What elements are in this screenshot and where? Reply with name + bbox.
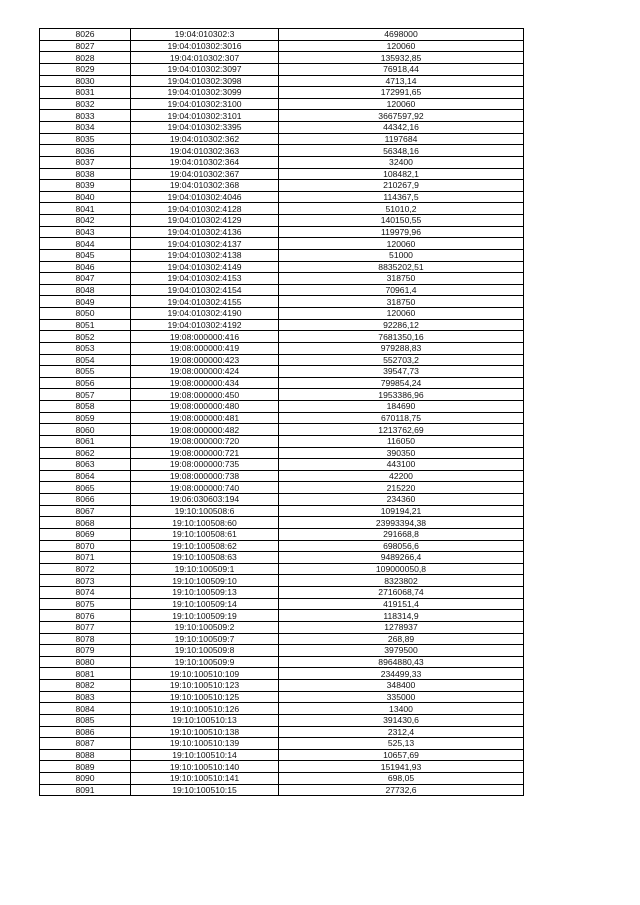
row-number-cell: 8053	[40, 342, 131, 354]
row-number-cell: 8031	[40, 87, 131, 99]
row-number-cell: 8054	[40, 354, 131, 366]
cadastral-number-cell: 19:04:010302:4046	[131, 191, 279, 203]
value-cell: 8964880,43	[279, 656, 524, 668]
cadastral-number-cell: 19:10:100508:62	[131, 540, 279, 552]
table-row	[40, 528, 524, 540]
cadastral-number-cell: 19:06:030603:194	[131, 494, 279, 506]
table-row	[40, 540, 524, 552]
cadastral-number-cell: 19:04:010302:3100	[131, 98, 279, 110]
row-number-cell: 8087	[40, 738, 131, 750]
row-number-cell: 8029	[40, 63, 131, 75]
cadastral-number-cell: 19:04:010302:363	[131, 145, 279, 157]
value-cell: 1213762,69	[279, 424, 524, 436]
cadastral-number-cell: 19:10:100510:15	[131, 784, 279, 796]
value-cell: 291668,8	[279, 528, 524, 540]
table-row	[40, 447, 524, 459]
cadastral-number-cell: 19:08:000000:740	[131, 482, 279, 494]
table-row	[40, 610, 524, 622]
value-cell: 698056,6	[279, 540, 524, 552]
value-cell: 92286,12	[279, 319, 524, 331]
table-row	[40, 389, 524, 401]
cadastral-number-cell: 19:04:010302:3098	[131, 75, 279, 87]
row-number-cell: 8050	[40, 308, 131, 320]
row-number-cell: 8072	[40, 563, 131, 575]
table-row	[40, 656, 524, 668]
value-cell: 76918,44	[279, 63, 524, 75]
row-number-cell: 8088	[40, 749, 131, 761]
table-row	[40, 203, 524, 215]
row-number-cell: 8052	[40, 331, 131, 343]
cadastral-number-cell: 19:04:010302:3	[131, 29, 279, 41]
table-row	[40, 133, 524, 145]
value-cell: 443100	[279, 459, 524, 471]
value-cell: 108482,1	[279, 168, 524, 180]
value-cell: 44342,16	[279, 122, 524, 134]
value-cell: 114367,5	[279, 191, 524, 203]
table-row	[40, 342, 524, 354]
value-cell: 1953386,96	[279, 389, 524, 401]
table-row	[40, 668, 524, 680]
row-number-cell: 8075	[40, 598, 131, 610]
table-row	[40, 424, 524, 436]
table-row	[40, 110, 524, 122]
table-row	[40, 494, 524, 506]
row-number-cell: 8032	[40, 98, 131, 110]
value-cell: 172991,65	[279, 87, 524, 99]
cadastral-number-cell: 19:04:010302:3099	[131, 87, 279, 99]
row-number-cell: 8081	[40, 668, 131, 680]
value-cell: 140150,55	[279, 215, 524, 227]
row-number-cell: 8073	[40, 575, 131, 587]
value-cell: 234499,33	[279, 668, 524, 680]
row-number-cell: 8057	[40, 389, 131, 401]
cadastral-number-cell: 19:04:010302:362	[131, 133, 279, 145]
value-cell: 120060	[279, 98, 524, 110]
cadastral-number-cell: 19:04:010302:4149	[131, 261, 279, 273]
cadastral-number-cell: 19:10:100509:7	[131, 633, 279, 645]
value-cell: 419151,4	[279, 598, 524, 610]
cadastral-number-cell: 19:04:010302:4153	[131, 273, 279, 285]
row-number-cell: 8067	[40, 505, 131, 517]
row-number-cell: 8037	[40, 156, 131, 168]
cadastral-number-cell: 19:04:010302:4136	[131, 226, 279, 238]
table-row	[40, 680, 524, 692]
row-number-cell: 8034	[40, 122, 131, 134]
cadastral-number-cell: 19:10:100509:8	[131, 645, 279, 657]
cadastral-number-cell: 19:10:100510:139	[131, 738, 279, 750]
row-number-cell: 8046	[40, 261, 131, 273]
value-cell: 390350	[279, 447, 524, 459]
row-number-cell: 8083	[40, 691, 131, 703]
cadastral-number-cell: 19:04:010302:4154	[131, 284, 279, 296]
table-row	[40, 738, 524, 750]
row-number-cell: 8033	[40, 110, 131, 122]
row-number-cell: 8085	[40, 714, 131, 726]
row-number-cell: 8076	[40, 610, 131, 622]
table-row	[40, 261, 524, 273]
table-row	[40, 575, 524, 587]
row-number-cell: 8059	[40, 412, 131, 424]
cadastral-number-cell: 19:08:000000:424	[131, 366, 279, 378]
cadastral-number-cell: 19:10:100510:140	[131, 761, 279, 773]
value-cell: 56348,16	[279, 145, 524, 157]
value-cell: 23993394,38	[279, 517, 524, 529]
table-row	[40, 191, 524, 203]
value-cell: 51010,2	[279, 203, 524, 215]
row-number-cell: 8074	[40, 587, 131, 599]
table-row	[40, 726, 524, 738]
row-number-cell: 8047	[40, 273, 131, 285]
row-number-cell: 8061	[40, 435, 131, 447]
value-cell: 215220	[279, 482, 524, 494]
value-cell: 335000	[279, 691, 524, 703]
row-number-cell: 8071	[40, 552, 131, 564]
cadastral-number-cell: 19:08:000000:720	[131, 435, 279, 447]
table-row	[40, 98, 524, 110]
table-row	[40, 435, 524, 447]
table-row	[40, 87, 524, 99]
cadastral-number-cell: 19:10:100510:126	[131, 703, 279, 715]
value-cell: 318750	[279, 273, 524, 285]
table-row	[40, 552, 524, 564]
value-cell: 32400	[279, 156, 524, 168]
table-row	[40, 784, 524, 796]
cadastral-number-cell: 19:10:100510:138	[131, 726, 279, 738]
table-row	[40, 226, 524, 238]
cadastral-number-cell: 19:10:100510:13	[131, 714, 279, 726]
cadastral-number-cell: 19:10:100510:141	[131, 773, 279, 785]
table-row	[40, 215, 524, 227]
row-number-cell: 8045	[40, 249, 131, 261]
cadastral-number-cell: 19:08:000000:423	[131, 354, 279, 366]
value-cell: 9489266,4	[279, 552, 524, 564]
cadastral-number-cell: 19:08:000000:738	[131, 470, 279, 482]
row-number-cell: 8039	[40, 180, 131, 192]
value-cell: 525,13	[279, 738, 524, 750]
value-cell: 979288,83	[279, 342, 524, 354]
table-row	[40, 470, 524, 482]
table-row	[40, 773, 524, 785]
row-number-cell: 8060	[40, 424, 131, 436]
cadastral-number-cell: 19:04:010302:368	[131, 180, 279, 192]
table-row	[40, 319, 524, 331]
table-row	[40, 412, 524, 424]
value-cell: 2312,4	[279, 726, 524, 738]
cadastral-number-cell: 19:08:000000:721	[131, 447, 279, 459]
table-row	[40, 563, 524, 575]
value-cell: 70961,4	[279, 284, 524, 296]
table-row	[40, 517, 524, 529]
value-cell: 51000	[279, 249, 524, 261]
table-row	[40, 482, 524, 494]
cadastral-value-table	[39, 28, 524, 796]
cadastral-number-cell: 19:10:100509:19	[131, 610, 279, 622]
row-number-cell: 8065	[40, 482, 131, 494]
value-cell: 1278937	[279, 621, 524, 633]
row-number-cell: 8042	[40, 215, 131, 227]
cadastral-number-cell: 19:10:100508:63	[131, 552, 279, 564]
table-row	[40, 691, 524, 703]
value-cell: 116050	[279, 435, 524, 447]
value-cell: 42200	[279, 470, 524, 482]
cadastral-number-cell: 19:10:100509:9	[131, 656, 279, 668]
row-number-cell: 8068	[40, 517, 131, 529]
value-cell: 184690	[279, 401, 524, 413]
table-row	[40, 273, 524, 285]
value-cell: 119979,96	[279, 226, 524, 238]
table-row	[40, 145, 524, 157]
table-row	[40, 63, 524, 75]
table-row	[40, 714, 524, 726]
cadastral-number-cell: 19:08:000000:735	[131, 459, 279, 471]
row-number-cell: 8091	[40, 784, 131, 796]
value-cell: 3979500	[279, 645, 524, 657]
row-number-cell: 8090	[40, 773, 131, 785]
table-row	[40, 122, 524, 134]
value-cell: 8835202,51	[279, 261, 524, 273]
value-cell: 10657,69	[279, 749, 524, 761]
table-row	[40, 587, 524, 599]
table-row	[40, 761, 524, 773]
row-number-cell: 8028	[40, 52, 131, 64]
cadastral-number-cell: 19:10:100508:6	[131, 505, 279, 517]
table-row	[40, 621, 524, 633]
table-row	[40, 238, 524, 250]
row-number-cell: 8080	[40, 656, 131, 668]
cadastral-number-cell: 19:04:010302:3097	[131, 63, 279, 75]
cadastral-number-cell: 19:04:010302:4192	[131, 319, 279, 331]
table-row	[40, 703, 524, 715]
cadastral-number-cell: 19:08:000000:480	[131, 401, 279, 413]
row-number-cell: 8027	[40, 40, 131, 52]
value-cell: 151941,93	[279, 761, 524, 773]
value-cell: 8323802	[279, 575, 524, 587]
value-cell: 7681350,16	[279, 331, 524, 343]
table-row	[40, 505, 524, 517]
value-cell: 120060	[279, 308, 524, 320]
table-row	[40, 354, 524, 366]
row-number-cell: 8051	[40, 319, 131, 331]
row-number-cell: 8048	[40, 284, 131, 296]
cadastral-number-cell: 19:04:010302:3101	[131, 110, 279, 122]
table-row	[40, 75, 524, 87]
cadastral-number-cell: 19:10:100510:109	[131, 668, 279, 680]
table-row	[40, 40, 524, 52]
row-number-cell: 8089	[40, 761, 131, 773]
cadastral-number-cell: 19:08:000000:482	[131, 424, 279, 436]
cadastral-number-cell: 19:10:100508:61	[131, 528, 279, 540]
cadastral-number-cell: 19:10:100509:10	[131, 575, 279, 587]
value-cell: 1197684	[279, 133, 524, 145]
table-row	[40, 249, 524, 261]
table-row	[40, 366, 524, 378]
value-cell: 391430,6	[279, 714, 524, 726]
cadastral-number-cell: 19:10:100509:2	[131, 621, 279, 633]
value-cell: 799854,24	[279, 377, 524, 389]
row-number-cell: 8079	[40, 645, 131, 657]
cadastral-number-cell: 19:08:000000:450	[131, 389, 279, 401]
value-cell: 135932,85	[279, 52, 524, 64]
row-number-cell: 8043	[40, 226, 131, 238]
table-row	[40, 645, 524, 657]
row-number-cell: 8066	[40, 494, 131, 506]
value-cell: 4698000	[279, 29, 524, 41]
table-row	[40, 308, 524, 320]
value-cell: 552703,2	[279, 354, 524, 366]
table-row	[40, 401, 524, 413]
cadastral-number-cell: 19:10:100510:14	[131, 749, 279, 761]
cadastral-number-cell: 19:10:100510:123	[131, 680, 279, 692]
value-cell: 109194,21	[279, 505, 524, 517]
table-row	[40, 331, 524, 343]
row-number-cell: 8056	[40, 377, 131, 389]
table-row	[40, 633, 524, 645]
row-number-cell: 8064	[40, 470, 131, 482]
cadastral-number-cell: 19:04:010302:4138	[131, 249, 279, 261]
cadastral-number-cell: 19:10:100509:13	[131, 587, 279, 599]
value-cell: 39547,73	[279, 366, 524, 378]
value-cell: 120060	[279, 238, 524, 250]
row-number-cell: 8084	[40, 703, 131, 715]
cadastral-number-cell: 19:04:010302:4137	[131, 238, 279, 250]
value-cell: 27732,6	[279, 784, 524, 796]
cadastral-number-cell: 19:10:100510:125	[131, 691, 279, 703]
value-cell: 4713,14	[279, 75, 524, 87]
value-cell: 3667597,92	[279, 110, 524, 122]
table-row	[40, 156, 524, 168]
row-number-cell: 8040	[40, 191, 131, 203]
cadastral-number-cell: 19:04:010302:4129	[131, 215, 279, 227]
row-number-cell: 8035	[40, 133, 131, 145]
table-row	[40, 52, 524, 64]
row-number-cell: 8036	[40, 145, 131, 157]
cadastral-number-cell: 19:10:100509:1	[131, 563, 279, 575]
table-row	[40, 459, 524, 471]
value-cell: 268,89	[279, 633, 524, 645]
cadastral-number-cell: 19:04:010302:4155	[131, 296, 279, 308]
row-number-cell: 8038	[40, 168, 131, 180]
table-row	[40, 284, 524, 296]
cadastral-number-cell: 19:08:000000:434	[131, 377, 279, 389]
cadastral-number-cell: 19:08:000000:481	[131, 412, 279, 424]
row-number-cell: 8086	[40, 726, 131, 738]
row-number-cell: 8062	[40, 447, 131, 459]
value-cell: 670118,75	[279, 412, 524, 424]
cadastral-number-cell: 19:04:010302:307	[131, 52, 279, 64]
row-number-cell: 8069	[40, 528, 131, 540]
row-number-cell: 8049	[40, 296, 131, 308]
table-row	[40, 598, 524, 610]
cadastral-number-cell: 19:04:010302:3395	[131, 122, 279, 134]
value-cell: 120060	[279, 40, 524, 52]
table-row	[40, 749, 524, 761]
row-number-cell: 8026	[40, 29, 131, 41]
cadastral-number-cell: 19:04:010302:364	[131, 156, 279, 168]
table-row	[40, 180, 524, 192]
row-number-cell: 8044	[40, 238, 131, 250]
table-row	[40, 296, 524, 308]
row-number-cell: 8055	[40, 366, 131, 378]
cadastral-number-cell: 19:04:010302:367	[131, 168, 279, 180]
value-cell: 234360	[279, 494, 524, 506]
value-cell: 13400	[279, 703, 524, 715]
row-number-cell: 8041	[40, 203, 131, 215]
value-cell: 318750	[279, 296, 524, 308]
table-body	[40, 29, 524, 796]
row-number-cell: 8058	[40, 401, 131, 413]
row-number-cell: 8078	[40, 633, 131, 645]
value-cell: 698,05	[279, 773, 524, 785]
value-cell: 210267,9	[279, 180, 524, 192]
value-cell: 2716068,74	[279, 587, 524, 599]
value-cell: 118314,9	[279, 610, 524, 622]
value-cell: 348400	[279, 680, 524, 692]
cadastral-number-cell: 19:10:100508:60	[131, 517, 279, 529]
cadastral-number-cell: 19:08:000000:416	[131, 331, 279, 343]
cadastral-number-cell: 19:08:000000:419	[131, 342, 279, 354]
cadastral-number-cell: 19:04:010302:4128	[131, 203, 279, 215]
row-number-cell: 8030	[40, 75, 131, 87]
cadastral-number-cell: 19:04:010302:3016	[131, 40, 279, 52]
row-number-cell: 8082	[40, 680, 131, 692]
row-number-cell: 8070	[40, 540, 131, 552]
table-row	[40, 168, 524, 180]
row-number-cell: 8077	[40, 621, 131, 633]
table-row	[40, 377, 524, 389]
cadastral-number-cell: 19:10:100509:14	[131, 598, 279, 610]
row-number-cell: 8063	[40, 459, 131, 471]
value-cell: 109000050,8	[279, 563, 524, 575]
table-row	[40, 29, 524, 41]
cadastral-number-cell: 19:04:010302:4190	[131, 308, 279, 320]
